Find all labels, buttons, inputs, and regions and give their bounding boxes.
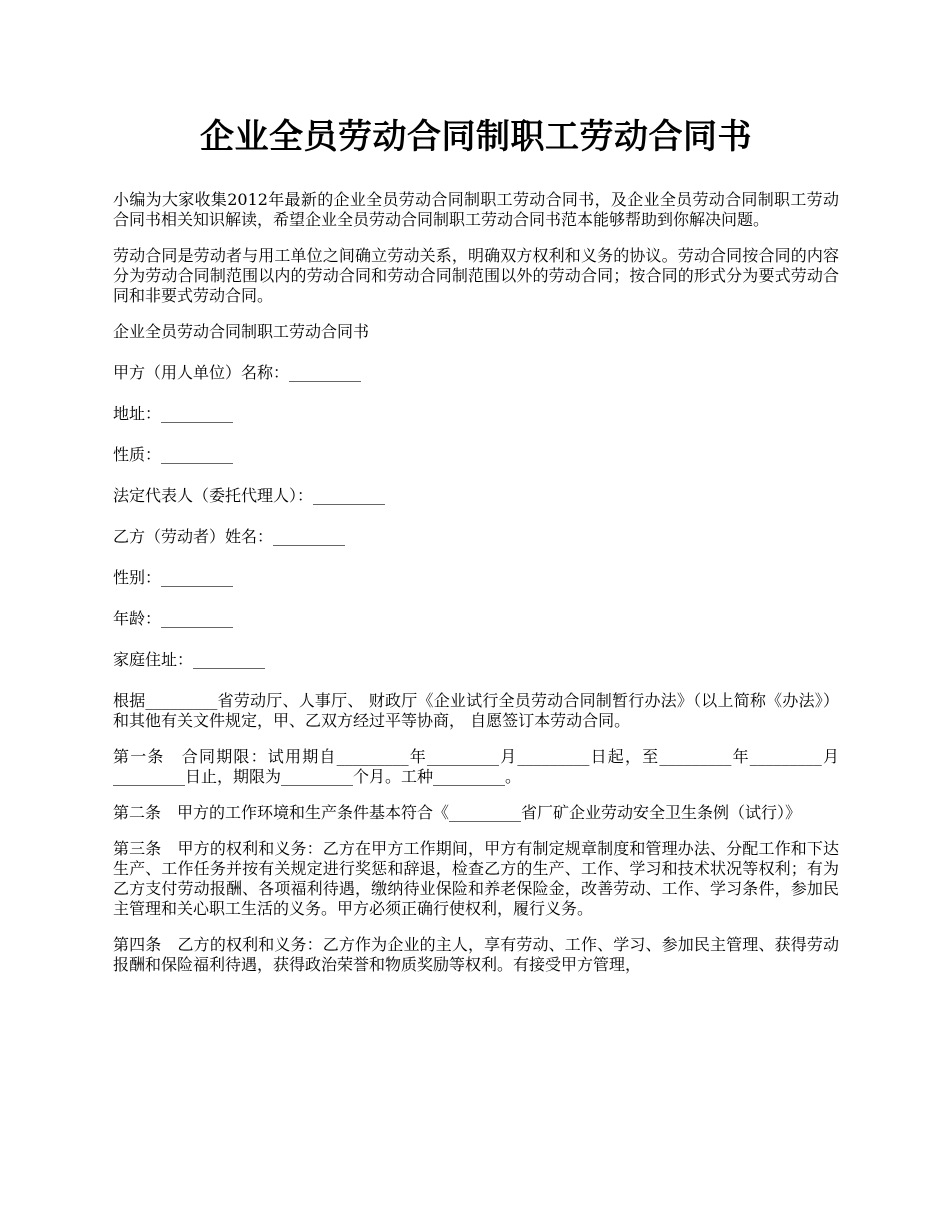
field-employee-name: 乙方（劳动者）姓名：_________ bbox=[113, 527, 346, 546]
definition-paragraph: 劳动合同是劳动者与用工单位之间确立劳动关系，明确双方权利和义务的协议。劳动合同按合同的内容分为劳动合同制范围以内的劳动合同和劳动合同制范围以外的劳动合同；按合同的形式分为要式劳动合同和非要式劳动合同。 bbox=[113, 246, 839, 305]
document-title: 企业全员劳动合同制职工劳动合同书 bbox=[200, 117, 752, 157]
contract-subtitle: 企业全员劳动合同制职工劳动合同书 bbox=[113, 322, 370, 341]
preamble-clause: 根据_________省劳动厅、人事厅、 财政厅《企业试行全员劳动合同制暂行办法》（以上简称《办法》）和其他有关文件规定，甲、乙双方经过平等协商， 自愿签订本劳动合同。 bbox=[113, 691, 839, 730]
document-page bbox=[113, 108, 839, 991]
field-nature: 性质：_________ bbox=[113, 445, 234, 464]
clause-3-employer-rights: 第三条 甲方的权利和义务：乙方在甲方工作期间，甲方有制定规章制度和管理办法、分配工作和下达生产、工作任务并按有关规定进行奖惩和辞退，检查乙方的生产、工作、学习和技术状况等权利；有为乙方支付劳动报酬、各项福利待遇，缴纳待业保险和养老保险金，改善劳动、工作、学习条件，参加民主管理和关心职工生活的义务。甲方必须正确行使权利，履行义务。 bbox=[113, 839, 839, 918]
field-employer-name: 甲方（用人单位）名称：_________ bbox=[113, 363, 362, 382]
field-legal-representative: 法定代表人（委托代理人）：_________ bbox=[113, 486, 386, 505]
field-home-address: 家庭住址：_________ bbox=[113, 650, 266, 669]
clause-2-conditions: 第二条 甲方的工作环境和生产条件基本符合《_________省厂矿企业劳动安全卫生条例（试行）》 bbox=[113, 803, 802, 822]
intro-paragraph: 小编为大家收集2012年最新的企业全员劳动合同制职工劳动合同书，及企业全员劳动合同制职工劳动合同书相关知识解读，希望企业全员劳动合同制职工劳动合同书范本能够帮助到你解决问题。 bbox=[113, 190, 839, 229]
clause-1-term: 第一条 合同期限：试用期自_________年_________月_________日起，至_________年_________月_________日止，期限为_________个月。工种_________。 bbox=[113, 747, 839, 786]
field-address: 地址：_________ bbox=[113, 404, 234, 423]
field-age: 年龄：_________ bbox=[113, 609, 234, 628]
field-gender: 性别：_________ bbox=[113, 568, 234, 587]
clause-4-employee-rights: 第四条 乙方的权利和义务：乙方作为企业的主人，享有劳动、工作、学习、参加民主管理、获得劳动报酬和保险福利待遇，获得政治荣誉和物质奖励等权利。有接受甲方管理， bbox=[113, 935, 839, 974]
